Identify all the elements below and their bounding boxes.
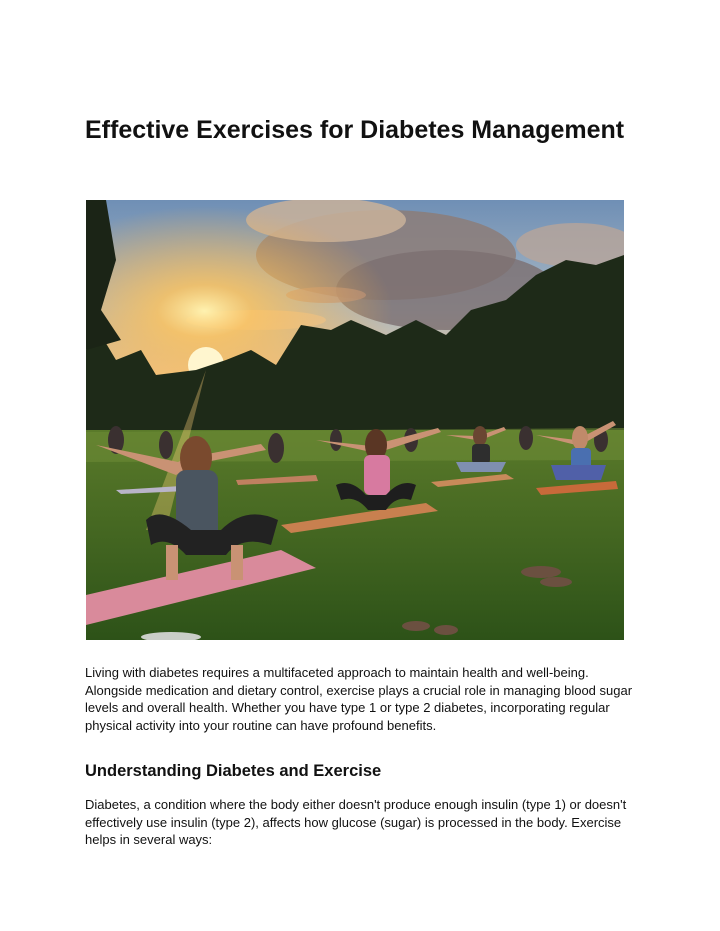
article-title: Effective Exercises for Diabetes Management bbox=[85, 116, 625, 144]
section-heading: Understanding Diabetes and Exercise bbox=[85, 762, 382, 780]
outdoor-yoga-photo bbox=[86, 200, 624, 640]
section-paragraph: Diabetes, a condition where the body either doesn't produce enough insulin (type 1) or doesn't effectively use insulin (type 2), affects how glucose (sugar) is processed in the body. Exercise helps in several ways: bbox=[85, 797, 627, 847]
intro-paragraph: Living with diabetes requires a multifaceted approach to maintain health and well-being. Alongside medication and dietary control, exercise plays a crucial role in managing blood sugar levels and overall health. Whether you have type 1 or type 2 diabetes, incorporating regular physical activity into your routine can have profound benefits. bbox=[85, 665, 633, 733]
